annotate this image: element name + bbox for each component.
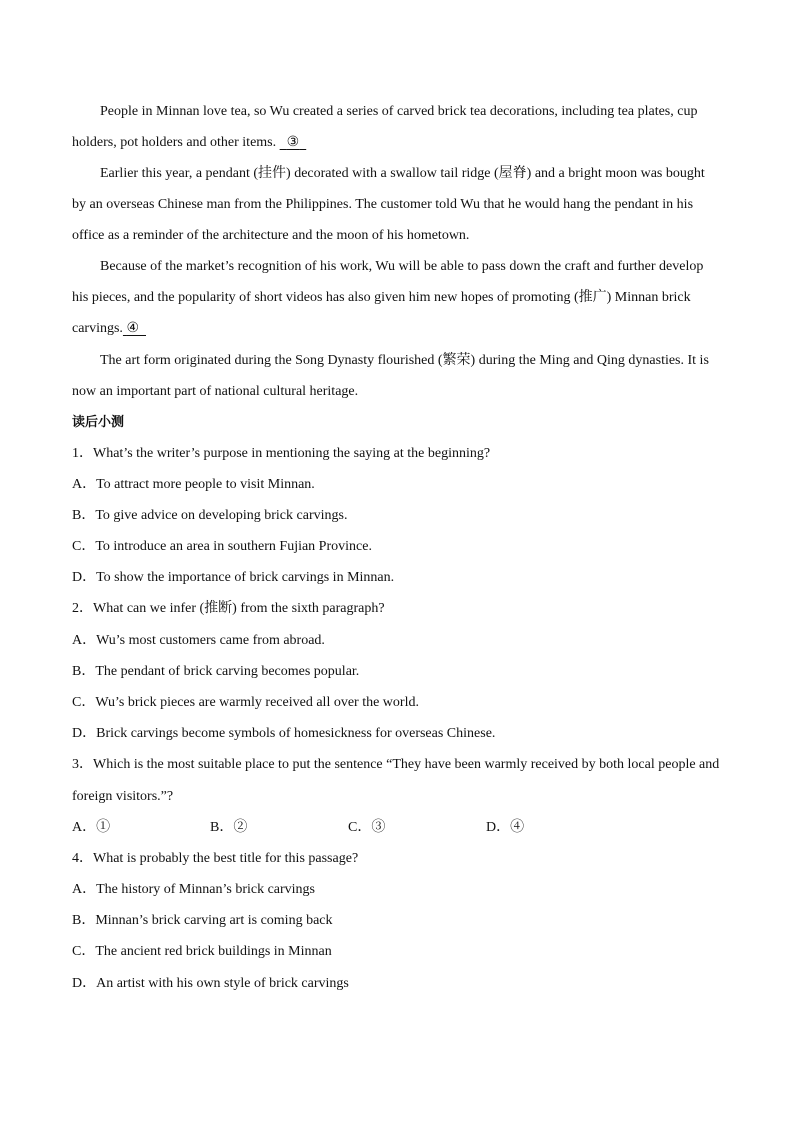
q1-option-d[interactable]: D．To show the importance of brick carvings in Minnan.	[72, 570, 395, 585]
blank-marker-3: ③	[286, 135, 300, 150]
q2-stem: 2．What can we infer (推断) from the sixth paragraph?	[72, 601, 385, 616]
q3-option-a[interactable]: A．①	[72, 820, 111, 835]
passage-p1-text: holders, pot holders and other items.	[72, 135, 277, 150]
passage-p2-line1: Earlier this year, a pendant (挂件) decorated with a swallow tail ridge (屋脊) and a bright moon was bought	[100, 166, 705, 181]
passage-p4-line1: The art form originated during the Song Dynasty flourished (繁荣) during the Ming and Qing dynasties. It is	[100, 353, 709, 368]
passage-p2-line2: by an overseas Chinese man from the Philippines. The customer told Wu that he would hang the pendant in his	[72, 197, 694, 212]
q4-option-b[interactable]: B．Minnan’s brick carving art is coming back	[72, 913, 333, 928]
passage-p3-line2: his pieces, and the popularity of short videos has also given him new hopes of promoting (推广) Minnan brick	[72, 290, 691, 305]
q2-option-b[interactable]: B．The pendant of brick carving becomes popular.	[72, 664, 360, 679]
q3-option-b[interactable]: B．②	[210, 820, 248, 835]
passage-p3-text: carvings.	[72, 321, 123, 336]
blank-marker-4: ④	[126, 321, 139, 336]
q4-stem: 4．What is probably the best title for this passage?	[72, 851, 359, 866]
q3-stem-line2: foreign visitors.”?	[72, 789, 174, 804]
q1-option-a[interactable]: A．To attract more people to visit Minnan.	[72, 477, 315, 492]
passage-p4-line2: now an important part of national cultural heritage.	[72, 384, 359, 399]
q1-stem: 1．What’s the writer’s purpose in mentioning the saying at the beginning?	[72, 446, 491, 461]
passage-p3-line1: Because of the market’s recognition of his work, Wu will be able to pass down the craft and further develop	[100, 259, 704, 274]
q1-option-c[interactable]: C．To introduce an area in southern Fujian Province.	[72, 539, 372, 554]
section-title: 读后小测	[72, 415, 125, 430]
passage-p1-line1: People in Minnan love tea, so Wu created a series of carved brick tea decorations, including tea plates, cup	[100, 104, 698, 119]
q2-option-a[interactable]: A．Wu’s most customers came from abroad.	[72, 633, 325, 648]
passage-p3-line3	[72, 320, 146, 338]
q3-option-d[interactable]: D．④	[486, 820, 525, 835]
q2-option-c[interactable]: C．Wu’s brick pieces are warmly received all over the world.	[72, 695, 419, 710]
q4-option-d[interactable]: D．An artist with his own style of brick carvings	[72, 976, 349, 991]
passage-p1-line2	[72, 134, 306, 152]
q3-stem-line1: 3．Which is the most suitable place to put the sentence “They have been warmly received by both local people and	[72, 757, 720, 772]
q4-option-a[interactable]: A．The history of Minnan’s brick carvings	[72, 882, 316, 897]
q4-option-c[interactable]: C．The ancient red brick buildings in Minnan	[72, 944, 332, 959]
q2-option-d[interactable]: D．Brick carvings become symbols of homesickness for overseas Chinese.	[72, 726, 496, 741]
passage-p2-line3: office as a reminder of the architecture and the moon of his hometown.	[72, 228, 470, 243]
q1-option-b[interactable]: B．To give advice on developing brick carvings.	[72, 508, 348, 523]
q3-option-c[interactable]: C．③	[348, 820, 386, 835]
